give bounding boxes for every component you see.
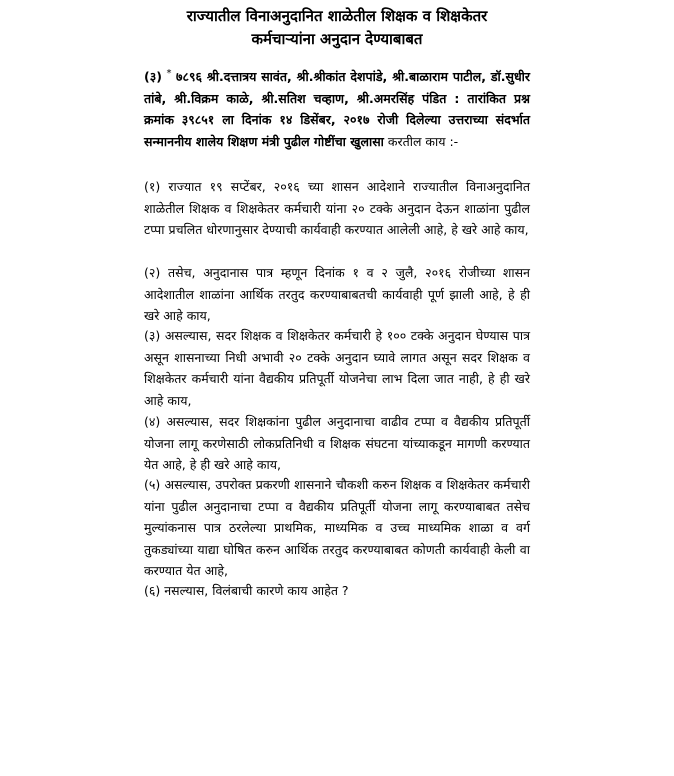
document-title-line2: कर्मचाऱ्यांना अनुदान देण्याबाबत bbox=[251, 30, 423, 48]
question-part-2: (२) तसेच, अनुदानास पात्र म्हणून दिनांक १ व २ जुलै, २०१६ रोजीच्या शासन आदेशातील शाळांना आर्थिक तरतुद करण्याबाबतची कार्यवाही पूर्ण झाली आहे, हे ही खरे आहे काय, bbox=[144, 265, 530, 323]
question-intro-tail: करतील काय :- bbox=[387, 133, 459, 149]
question-number: (३) bbox=[144, 69, 162, 84]
question-intro bbox=[144, 66, 530, 152]
question-part-6: (६) नसल्यास, विलंबाची कारणे काय आहेत ? bbox=[144, 583, 349, 598]
question-part-1: (१) राज्यात १९ सप्टेंबर, २०१६ च्या शासन आदेशाने राज्यातील विनाअनुदानित शाळेतील शिक्षक व शिक्षकेतर कर्मचारी यांना २० टक्के अनुदान देऊन शाळांना पुढील टप्पा प्रचलित धोरणानुसार देण्याची कार्यवाही करण्यात आलेली आहे, हे खरे आहे काय, bbox=[144, 179, 530, 237]
question-part-3: (३) असल्यास, सदर शिक्षक व शिक्षकेतर कर्मचारी हे १०० टक्के अनुदान घेण्यास पात्र असून शासनाच्या निधी अभावी २० टक्के अनुदान घ्यावे लागत असून सदर शिक्षक व शिक्षकेतर कर्मचारी यांना वैद्यकीय प्रतिपूर्ती योजनेचा लाभ दिला जात नाही, हे ही खरे आहे काय, bbox=[144, 328, 530, 408]
question-part-4: (४) असल्यास, सदर शिक्षकांना पुढील अनुदानाचा वाढीव टप्पा व वैद्यकीय प्रतिपूर्ती योजना लागू करणेसाठी लोकप्रतिनिधी व शिक्षक संघटना यांच्याकडून मागणी करण्यात येत आहे, हे ही खरे आहे काय, bbox=[144, 414, 530, 472]
question-part-5: (५) असल्यास, उपरोक्त प्रकरणी शासनाने चौकशी करुन शिक्षक व शिक्षकेतर कर्मचारी यांना पुढील अनुदानाचा टप्पा व वैद्यकीय प्रतिपूर्ती योजना लागू करण्याबाबत तसेच मुल्यांकनास पात्र ठरलेल्या प्राथमिक, माध्यमिक व उच्च माध्यमिक शाळा व वर्ग तुकड्यांच्या याद्या घोषित करुन आर्थिक तरतुद करण्याबाबत कोणती कार्यवाही केली वा करण्यात येत आहे, bbox=[144, 477, 530, 578]
document-title-line1: राज्यातील विनाअनुदानित शाळेतील शिक्षक व शिक्षकेतर bbox=[186, 7, 488, 25]
star-mark: * bbox=[166, 67, 172, 79]
question-members: ७८९६ श्री.दत्तात्रय सावंत, श्री.श्रीकांत देशपांडे, श्री.बाळाराम पाटील, डॉ.सुधीर तांबे, श्री.विक्रम काळे, श्री.सतिश चव्हाण, श्री.अमरसिंह पंडित : तारांकित प्रश्न क्रमांक ३९८५१ ला दिनांक १४ डिसेंबर, २०१७ रोजी दिलेल्या उत्तराच्या संदर्भात सन्माननीय शालेय शिक्षण मंत्री पुढील गोष्टींचा खुलासा bbox=[144, 69, 530, 149]
